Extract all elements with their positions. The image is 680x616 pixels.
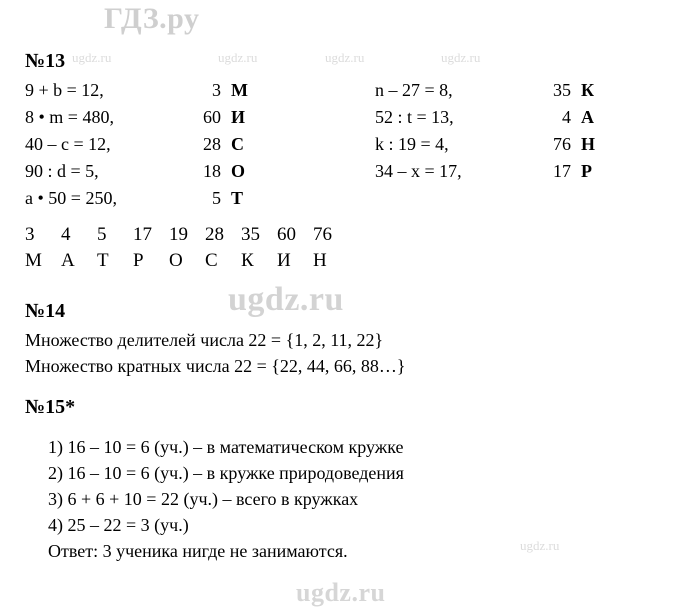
watermark-bottom: ugdz.ru (296, 578, 386, 607)
decode-letter: И (277, 250, 291, 271)
equation-expression: 40 – c = 12, (25, 134, 111, 154)
table-row (25, 107, 257, 134)
exercise-13-left-column (25, 80, 257, 215)
decode-number: 35 (241, 224, 260, 245)
decode-letter: Р (133, 250, 144, 271)
equation-letter: О (231, 161, 246, 181)
equation-expression: a • 50 = 250, (25, 188, 117, 208)
equation-letter: И (231, 107, 246, 127)
decode-letter: А (61, 250, 75, 271)
decode-number: 76 (313, 224, 332, 245)
watermark-small: ugdz.ru (72, 50, 112, 65)
equation-answer: 28 (203, 134, 221, 154)
equation-answer: 5 (212, 188, 221, 208)
decode-letter: С (205, 250, 218, 271)
decode-numbers-row (25, 224, 349, 246)
exercise-15-line: 2) 16 – 10 = 6 (уч.) – в кружке природоведения (48, 463, 404, 483)
table-row (375, 134, 607, 161)
decode-letter: О (169, 250, 183, 271)
exercise-15-line: 1) 16 – 10 = 6 (уч.) – в математическом кружке (48, 437, 404, 457)
exercise-15-answer: Ответ: 3 ученика нигде не занимаются. (48, 541, 348, 561)
exercise-15-title: №15* (25, 396, 76, 418)
equation-answer: 60 (203, 107, 221, 127)
decode-number: 19 (169, 224, 188, 245)
watermark-middle: ugdz.ru (228, 281, 344, 318)
equation-letter: А (581, 107, 594, 127)
equation-letter: М (231, 80, 248, 100)
equation-letter: С (231, 134, 244, 154)
equation-answer: 4 (562, 107, 571, 127)
equation-letter: К (581, 80, 595, 100)
watermark-small: ugdz.ru (325, 50, 365, 65)
table-row (375, 161, 607, 188)
table-row (375, 107, 607, 134)
decode-number: 28 (205, 224, 224, 245)
equation-answer: 35 (553, 80, 571, 100)
table-row (25, 134, 257, 161)
exercise-14-title: №14 (25, 300, 66, 322)
decode-letter: М (25, 250, 42, 271)
decode-letters-row (25, 250, 349, 272)
watermark-top: ГДЗ.ру (104, 2, 200, 35)
exercise-13-decode-key (25, 224, 349, 276)
decode-letter: Т (97, 250, 109, 271)
decode-number: 17 (133, 224, 152, 245)
table-row (25, 80, 257, 107)
equation-expression: 9 + b = 12, (25, 80, 104, 100)
equation-answer: 18 (203, 161, 221, 181)
exercise-15-line: 3) 6 + 6 + 10 = 22 (уч.) – всего в кружках (48, 489, 359, 509)
equation-letter: Р (581, 161, 592, 181)
exercise-13-right-column (375, 80, 607, 188)
equation-expression: k : 19 = 4, (375, 134, 449, 154)
watermark-small: ugdz.ru (441, 50, 481, 65)
decode-number: 3 (25, 224, 35, 245)
equation-answer: 3 (212, 80, 221, 100)
equation-expression: n – 27 = 8, (375, 80, 453, 100)
table-row (25, 161, 257, 188)
exercise-14-line: Множество кратных числа 22 = {22, 44, 66, 88…} (25, 356, 406, 376)
decode-number: 4 (61, 224, 71, 245)
equation-letter: Т (231, 188, 244, 208)
equation-expression: 52 : t = 13, (375, 107, 454, 127)
equation-expression: 90 : d = 5, (25, 161, 99, 181)
equation-letter: Н (581, 134, 596, 154)
table-row (375, 80, 607, 107)
watermark-small: ugdz.ru (218, 50, 258, 65)
decode-number: 60 (277, 224, 296, 245)
exercise-13-title: №13 (25, 50, 66, 72)
table-row (25, 188, 257, 215)
equation-answer: 76 (553, 134, 571, 154)
exercise-15-line: 4) 25 – 22 = 3 (уч.) (48, 515, 189, 535)
exercise-14-line: Множество делителей числа 22 = {1, 2, 11, 22} (25, 330, 384, 350)
decode-letter: Н (313, 250, 327, 271)
equation-answer: 17 (553, 161, 571, 181)
decode-letter: К (241, 250, 254, 271)
equation-expression: 34 – x = 17, (375, 161, 462, 181)
watermark-small: ugdz.ru (520, 538, 560, 553)
decode-number: 5 (97, 224, 107, 245)
equation-expression: 8 • m = 480, (25, 107, 114, 127)
